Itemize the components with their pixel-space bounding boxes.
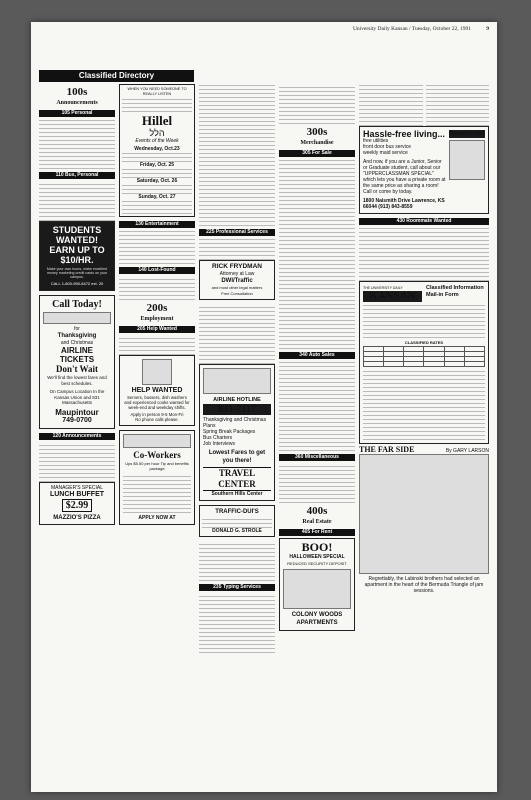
hillel-wed: Wednesday, Oct.23	[134, 146, 180, 152]
column-2	[119, 84, 195, 784]
hillel-wed-details	[122, 152, 192, 162]
column-3	[199, 84, 275, 784]
section-200s-sub: Employment	[140, 316, 174, 322]
section-305-header: 305 For Sale	[279, 150, 355, 157]
hebrew-logo: הלל	[149, 128, 165, 138]
arrogos-ad	[119, 430, 195, 525]
kansan-form-text	[363, 304, 485, 338]
mazzios-ad	[39, 482, 115, 525]
hillel-intro-text	[122, 98, 192, 112]
village-inn-ad	[119, 355, 195, 426]
vi-text: Servers, bussers, dish washers and experienced cooks wanted for week-end and weekday shifts.	[124, 395, 190, 410]
colony-woods-name: COLONY WOODS APARTMENTS	[291, 612, 343, 626]
arrogos-apply: APPLY NOW AT	[138, 515, 176, 521]
hillel-events-header: Events of the Week	[135, 138, 179, 144]
col3-listings-mid	[199, 304, 275, 364]
hillel-sun: Sunday, Oct. 27	[138, 194, 176, 200]
maupintour-phone: 749-0700	[62, 416, 92, 424]
section-430-header: 430 Roommate Wanted	[359, 218, 489, 225]
section-300s-sub: Merchandise	[300, 140, 334, 146]
arrogos-logo	[123, 434, 191, 448]
travel-christmas: and Christmas	[60, 340, 94, 346]
announcements-listings	[39, 442, 115, 482]
vi-apply: Apply in person 9-5 Mon-Fri	[130, 412, 184, 417]
section-130-header: 130 Entertainment	[119, 221, 195, 228]
kansan-mail-in-form	[359, 281, 489, 444]
airline-item: Job Interviews	[203, 441, 235, 447]
travel-center-ad	[199, 364, 275, 501]
colony-woods-ad	[279, 538, 355, 631]
col3-listings-bottom	[199, 541, 275, 581]
airplane-icon	[43, 312, 111, 324]
travel-listings	[39, 181, 115, 221]
col5-top-right-listings	[426, 84, 490, 126]
kansan-logo: KANSAN	[363, 291, 422, 302]
vi-help-wanted: HELP WANTED	[131, 387, 183, 394]
page-number: 9	[486, 26, 489, 32]
section-205-header: 205 Help Wanted	[119, 326, 195, 333]
naismith-tagline: Hassle-free living...	[363, 129, 446, 139]
section-200s: 200s	[146, 302, 168, 314]
column-4	[279, 84, 355, 784]
traffic-dui-title: TRAFFIC-DUI'S	[215, 509, 259, 515]
far-side-caption: Regrettably, the Labinski brothers had selected an apartment in the heart of the Bermuda Triangle of jam sessions.	[364, 576, 484, 594]
maupintour-ad	[39, 295, 115, 429]
section-120-header: 120 Announcements	[39, 433, 115, 440]
dont-wait: Don't Wait	[55, 364, 99, 374]
naismith-hall-ad	[359, 126, 489, 214]
section-405-header: 405 For Rent	[279, 529, 355, 536]
naismith-logo: Naismith Hall	[449, 131, 485, 137]
entertainment-listings	[119, 230, 195, 264]
section-105-header: 105 Personal	[39, 110, 115, 117]
rick-dwi: DWI/Traffic	[221, 278, 253, 284]
students-ad-subtext: Make your own hours, make excellent money marketing credit cards on your campus.	[46, 267, 108, 279]
personal-listings	[39, 119, 115, 169]
page-header	[31, 26, 497, 38]
rick-frydman-name: RICK FRYDMAN	[212, 263, 262, 270]
hillel-sun-details	[122, 200, 192, 214]
hillel-ad	[119, 84, 195, 217]
col3-listings-top	[199, 84, 275, 226]
airline-item: Bus Charters	[203, 435, 233, 441]
roommate-listings	[359, 227, 489, 281]
boo-deposit: REDUCED SECURITY DEPOSIT	[287, 561, 347, 566]
section-225-header: 225 Professional Services	[199, 229, 275, 236]
lost-found-listings	[119, 276, 195, 300]
arrogos-details	[123, 473, 191, 513]
students-wanted-ad	[39, 221, 115, 291]
rick-frydman-sub: Attorney at Law	[219, 271, 255, 277]
rick-text: and most other legal matters	[211, 285, 263, 290]
naismith-item: front door bus service	[363, 144, 412, 150]
airline-hotline-phone: 841-7117	[203, 404, 271, 415]
arrogos-pay: Ups $5.50 per hour Tip and benefits package	[125, 461, 189, 471]
lunch-price: $2.99	[62, 499, 93, 512]
naismith-copy: And now, if you are a Junior, Senior or Graduate student, call about our "UPPERCLASSMAN SPECIAL" which lets you have a private room at the same price as sharing a room! Call or come by today.	[363, 159, 446, 195]
kansan-form-title: Classified Information Mail-in Form	[426, 285, 484, 298]
section-340-header: 340 Auto Sales	[279, 352, 355, 359]
call-today-title: Call Today!	[52, 299, 102, 310]
travel-center-logo: TRAVEL CENTER	[203, 467, 271, 491]
travel-thanksgiving: Thanksgiving	[57, 333, 97, 339]
airline-item: Spring Break Packages	[203, 429, 256, 435]
auto-sales-listings	[279, 361, 355, 451]
column-5	[359, 84, 489, 784]
managers-special: MANAGER'S SPECIAL	[50, 484, 104, 491]
rick-free: Free Consultation	[221, 291, 253, 296]
section-100s: 100s	[66, 86, 88, 98]
naismith-item: weekly maid service	[363, 150, 408, 156]
lunch-buffet-title: LUNCH BUFFET	[49, 490, 105, 498]
travel-for: for	[74, 326, 80, 332]
kansan-form-fields	[363, 370, 485, 440]
hillel-sat: Saturday, Oct. 26	[136, 178, 178, 184]
boo-sub: HALLOWEEN SPECIAL	[289, 554, 345, 560]
section-400s: 400s	[306, 505, 328, 517]
arrogos-coworkers: Co-Workers	[133, 450, 181, 460]
hillel-sat-details	[122, 184, 192, 194]
col5-top-left-listings	[359, 84, 423, 126]
section-110-header: 110 Bus, Personal	[39, 172, 115, 179]
southern-hills: Southern Hills Center	[211, 491, 263, 497]
hillel-fri: Friday, Oct. 25	[139, 162, 175, 168]
professional-services-listings	[199, 238, 275, 260]
column-1	[39, 84, 115, 784]
rates-table	[363, 346, 485, 367]
classified-directory-masthead: Classified Directory	[39, 70, 194, 82]
boo-title: BOO!	[301, 540, 333, 554]
airplane-art	[203, 368, 271, 394]
witch-illustration	[283, 569, 351, 609]
kansan-pre: THE UNIVERSITY DAILY	[363, 286, 403, 290]
newspaper-page	[31, 22, 497, 792]
traffic-dui-ad	[199, 505, 275, 537]
campus-location-text: On Campus Location In the Kansas Union and 831 Massachusetts	[49, 389, 105, 405]
section-360-header: 360 Miscellaneous	[279, 454, 355, 461]
airline-tickets: AIRLINE TICKETS	[59, 346, 95, 364]
village-inn-logo	[142, 359, 172, 385]
far-side-title: THE FAR SIDE	[359, 445, 415, 454]
section-235-header: 235 Typing Services	[199, 584, 275, 591]
traffic-details	[202, 516, 272, 528]
section-400s-sub: Real Estate	[302, 519, 332, 525]
maupintour-logo: Maupintour	[55, 407, 99, 417]
vi-nocalls: No phone calls please.	[135, 417, 179, 422]
classified-rates: CLASSIFIED RATES	[404, 340, 444, 345]
far-side-comic	[359, 445, 489, 594]
mazzios-logo: MAZZIO'S PIZZA	[53, 514, 101, 521]
students-ad-phone: CALL 1-800-950-8472 ext. 20	[50, 281, 104, 286]
misc-listings	[279, 463, 355, 503]
running-head: University Daily Kansan / Tuesday, October 22, 1991	[352, 26, 471, 32]
airline-item: Thanksgiving and Christmas Plans	[203, 417, 267, 429]
section-100s-sub: Announcements	[56, 100, 98, 106]
section-300s: 300s	[306, 126, 328, 138]
help-wanted-listings	[119, 335, 195, 355]
hillel-intro: WHEN YOU NEED SOMEONE TO REALLY LISTEN	[127, 87, 187, 96]
far-side-author: By GARY LARSON	[445, 448, 489, 454]
typing-listings	[199, 593, 275, 653]
for-sale-listings	[279, 159, 355, 349]
rick-frydman-ad	[199, 260, 275, 300]
section-140-header: 140 Lost-Found	[119, 267, 195, 274]
naismith-address: 1800 Naismith Drive Lawrence, KS 66044 (913) 843-8559	[363, 198, 445, 210]
students-ad-headline: STUDENTS WANTED! EARN UP TO $10/HR.	[49, 225, 105, 265]
hillel-fri-details	[122, 168, 192, 178]
airline-lowest: Lowest Fares to get you there!	[208, 450, 266, 464]
col4-listings-top	[279, 84, 355, 124]
far-side-cartoon-image	[359, 454, 489, 574]
hillel-title: Hillel	[141, 113, 173, 128]
airline-hotline-title: AIRLINE HOTLINE	[213, 397, 261, 403]
naismith-item: free utilities	[363, 138, 389, 144]
donald-strole: DONALD G. STROLE	[212, 528, 262, 534]
naismith-building-image	[449, 140, 485, 180]
lowest-fares-text: We'll find the lowest fares and best schedules.	[47, 375, 107, 386]
